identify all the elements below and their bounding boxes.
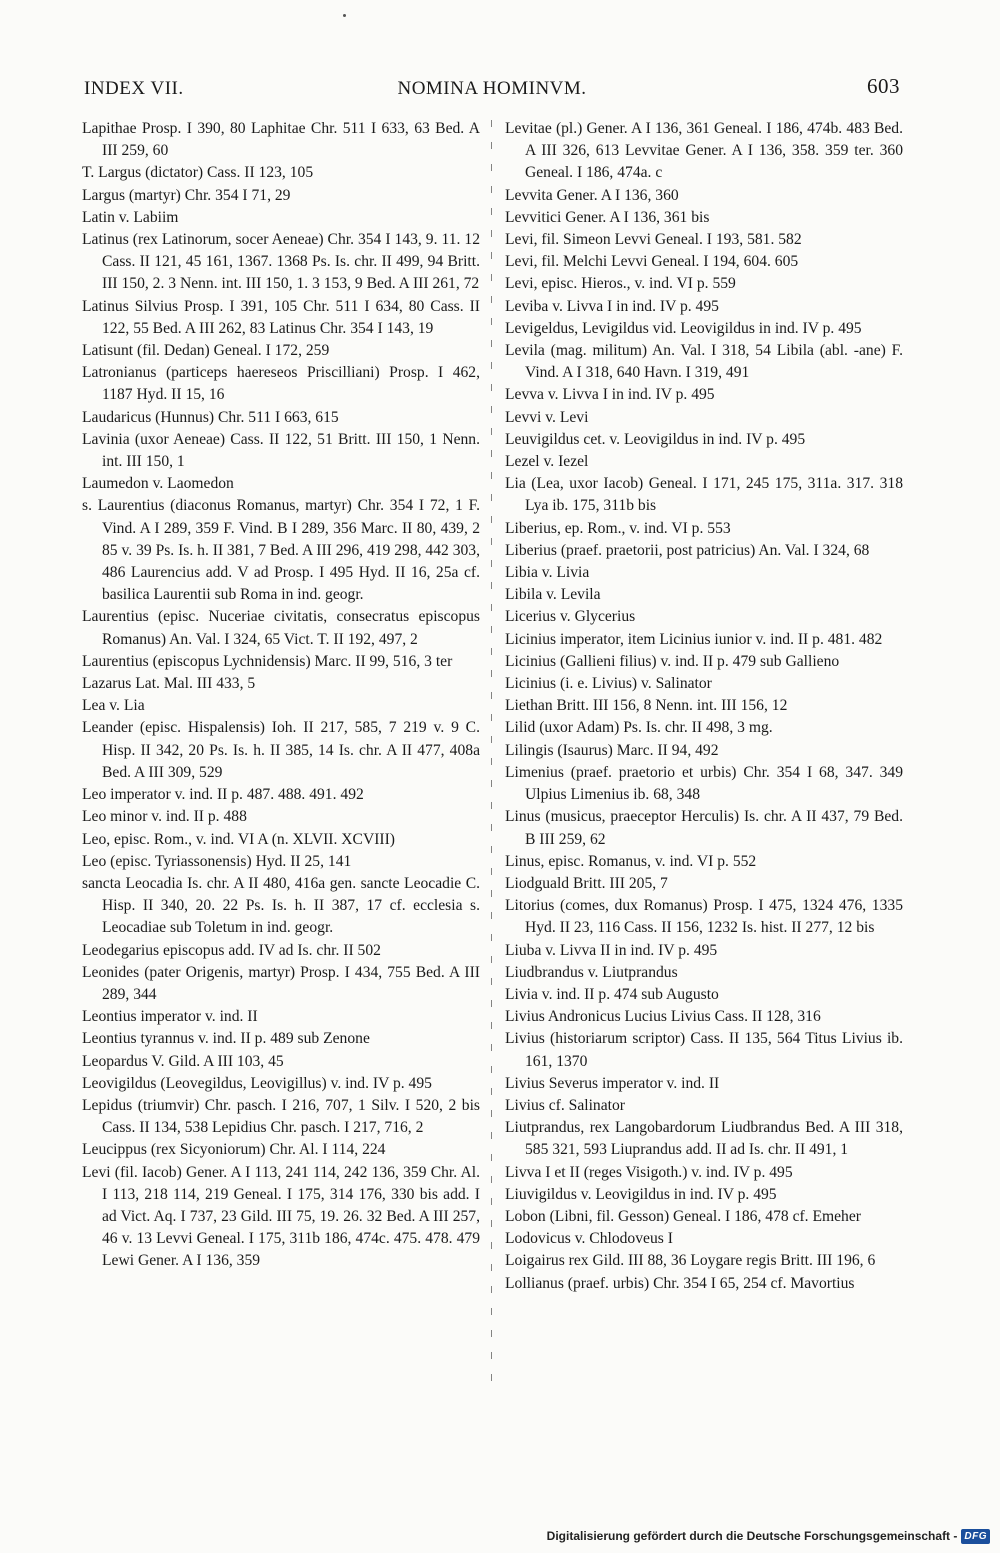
index-entry: Leopardus V. Gild. A III 103, 45 [82, 1052, 284, 1070]
column-divider [491, 120, 492, 1382]
index-entry: Levitae (pl.) Gener. A I 136, 361 Geneal. I 186, 474b. 483 Bed. A III 326, 613 Levvitae Gener. A I 136, 358. 359 ter. 360 Geneal. I 186, 474a. c [505, 120, 903, 182]
index-entry: Leontius imperator v. ind. II [82, 1008, 258, 1026]
index-entry: Leander (episc. Hispalensis) Ioh. II 217, 585, 7 219 v. 9 C. Hisp. II 342, 20 Ps. Is. h. II 385, 14 Is. chr. A II 477, 408a Bed. A III 309, 529 [82, 719, 480, 781]
index-entry: Liberius, ep. Rom., v. ind. VI p. 553 [505, 519, 731, 537]
index-entry: Laurentius (episcopus Lychnidensis) Marc. II 99, 516, 3 ter [82, 652, 453, 670]
index-entry: Levi, episc. Hieros., v. ind. VI p. 559 [505, 275, 736, 293]
index-entry: Levigeldus, Levigildus vid. Leovigildus in ind. IV p. 495 [505, 319, 862, 337]
index-entry: Leo (episc. Tyriassonensis) Hyd. II 25, 141 [82, 852, 352, 870]
index-entry: Leodegarius episcopus add. IV ad Is. chr. II 502 [82, 941, 381, 959]
index-entry: Livius (historiarum scriptor) Cass. II 135, 564 Titus Livius ib. 161, 1370 [505, 1030, 903, 1070]
index-entry: Liuba v. Livva II in ind. IV p. 495 [505, 941, 718, 959]
index-column-left [82, 118, 480, 1273]
page-header [84, 74, 900, 104]
index-entry: Latinus (rex Latinorum, socer Aeneae) Chr. 354 I 143, 9. 11. 12 Cass. II 121, 45 161, 1367. 1368 Ps. Is. chr. II 499, 94 Britt. III 150, 2. 3 Nenn. int. III 150, 1. 3 153, 9 Bed. A III 261, 72 [82, 231, 480, 293]
index-entry: Levi, fil. Simeon Levvi Geneal. I 193, 581. 582 [505, 231, 802, 249]
index-entry: Levila (mag. militum) An. Val. I 318, 54 Libila (abl. -ane) F. Vind. A I 318, 640 Havn. I 319, 491 [505, 342, 903, 382]
index-entry: Lobon (Libni, fil. Gesson) Geneal. I 186, 478 cf. Emeher [505, 1207, 861, 1225]
funding-footer [547, 1525, 990, 1547]
index-entry: Libia v. Livia [505, 564, 590, 582]
index-entry: Laumedon v. Laomedon [82, 475, 234, 493]
index-entry: Lazarus Lat. Mal. III 433, 5 [82, 675, 256, 693]
index-entry: Livius Andronicus Lucius Livius Cass. II 128, 316 [505, 1008, 821, 1026]
index-entry: Linus (musicus, praeceptor Herculis) Is. chr. A II 437, 79 Bed. B III 259, 62 [505, 808, 903, 848]
index-entry: sancta Leocadia Is. chr. A II 480, 416a gen. sancte Leocadie C. Hisp. II 340, 20. 22 Ps. Is. h. II 387, 17 cf. ecclesia s. Leocadiae sub Toletum in ind. geogr. [82, 874, 480, 937]
index-entry: Licinius imperator, item Licinius iunior v. ind. II p. 481. 482 [505, 630, 883, 648]
index-entry: Latronianus (particeps haereseos Priscilliani) Prosp. I 462, 1187 Hyd. II 15, 16 [82, 364, 480, 404]
index-entry: Leviba v. Livva I in ind. IV p. 495 [505, 297, 719, 315]
index-entry: Lepidus (triumvir) Chr. pasch. I 216, 707, 1 Silv. I 520, 2 bis Cass. II 134, 538 Lepidius Chr. pasch. I 217, 716, 2 [82, 1096, 480, 1137]
index-entry: T. Largus (dictator) Cass. II 123, 105 [82, 164, 314, 182]
index-entry: Levi, fil. Melchi Levvi Geneal. I 194, 604. 605 [505, 253, 799, 271]
index-entry: Levi (fil. Iacob) Gener. A I 113, 241 114, 242 136, 359 Chr. Al. I 113, 218 114, 219 Geneal. I 175, 314 176, 330 bis add. I ad Vict. Aq. I 737, 23 Gild. III 75, 19. 26. 32 Bed. A III 257, 46 v. 13 Levvi Geneal. I 175, 311b 186, 474c. 475. 478. 479 Lewi Gener. A I 136, 359 [82, 1163, 480, 1270]
index-entry: Lea v. Lia [82, 697, 145, 715]
index-entry: Liodguald Britt. III 205, 7 [505, 874, 668, 892]
index-entry: Leonides (pater Origenis, martyr) Prosp. I 434, 755 Bed. A III 289, 344 [82, 963, 480, 1003]
index-entry: Lilid (uxor Adam) Ps. Is. chr. II 498, 3 mg. [505, 719, 773, 737]
page-number: 603 [867, 74, 900, 98]
index-entry: Libila v. Levila [505, 586, 601, 604]
index-entry: Liutprandus, rex Langobardorum Liudbrandus Bed. A III 318, 585 321, 593 Liuprandus add. II ad Is. chr. II 491, 1 [505, 1119, 903, 1159]
index-entry: Licinius (Gallieni filius) v. ind. II p. 479 sub Gallieno [505, 652, 840, 670]
index-entry: Livva I et II (reges Visigoth.) v. ind. IV p. 495 [505, 1163, 793, 1181]
funding-note: Digitalisierung gefördert durch die Deutsche Forschungsgemeinschaft - [546, 1529, 958, 1543]
index-entry: Livia v. ind. II p. 474 sub Augusto [505, 985, 719, 1003]
index-entry: Laudaricus (Hunnus) Chr. 511 I 663, 615 [82, 408, 339, 426]
index-entry: Lapithae Prosp. I 390, 80 Laphitae Chr. 511 I 633, 63 Bed. A III 259, 60 [82, 120, 480, 160]
index-entry: Lollianus (praef. urbis) Chr. 354 I 65, 254 cf. Mavortius [505, 1274, 855, 1292]
index-entry: Licinius (i. e. Livius) v. Salinator [505, 675, 712, 693]
index-column-right [505, 118, 903, 1295]
index-entry: Linus, episc. Romanus, v. ind. VI p. 552 [505, 852, 757, 870]
index-entry: Lodovicus v. Chlodoveus I [505, 1230, 673, 1248]
index-entry: s. Laurentius (diaconus Romanus, martyr) Chr. 354 I 72, 1 F. Vind. A I 289, 359 F. Vind. B I 289, 356 Marc. II 80, 439, 2 85 v. 39 Ps. Is. h. II 381, 7 Bed. A III 296, 419 298, 442 303, 486 Laurencius add. V ad Prosp. I 495 Hyd. II 16, 25a cf. basilica Laurentii sub Roma in ind. geogr. [82, 497, 480, 604]
index-entry: Lavinia (uxor Aeneae) Cass. II 122, 51 Britt. III 150, 1 Nenn. int. III 150, 1 [82, 430, 480, 471]
index-entry: Liudbrandus v. Liutprandus [505, 963, 678, 981]
index-entry: Leontius tyrannus v. ind. II p. 489 sub Zenone [82, 1030, 370, 1048]
index-entry: Latinus Silvius Prosp. I 391, 105 Chr. 511 I 634, 80 Cass. II 122, 55 Bed. A III 262, 83 Latinus Chr. 354 I 143, 19 [82, 297, 480, 337]
index-entry: Levvitici Gener. A I 136, 361 bis [505, 208, 710, 226]
index-entry: Loigairus rex Gild. III 88, 36 Loygare regis Britt. III 196, 6 [505, 1252, 876, 1270]
index-entry: Largus (martyr) Chr. 354 I 71, 29 [82, 186, 291, 204]
index-entry: Leo minor v. ind. II p. 488 [82, 808, 247, 826]
index-entry: Levvita Gener. A I 136, 360 [505, 186, 679, 204]
index-entry: Livius cf. Salinator [505, 1096, 625, 1114]
index-entry: Liethan Britt. III 156, 8 Nenn. int. III 156, 12 [505, 697, 788, 715]
running-head-left: INDEX VII. [84, 78, 184, 99]
dfg-logo: DFG [961, 1529, 990, 1544]
index-entry: Liuvigildus v. Leovigildus in ind. IV p. 495 [505, 1185, 777, 1203]
index-entry: Leovigildus (Leovegildus, Leovigillus) v. ind. IV p. 495 [82, 1074, 432, 1092]
index-entry: Leucippus (rex Sicyoniorum) Chr. Al. I 114, 224 [82, 1141, 386, 1159]
index-entry: Leuvigildus cet. v. Leovigildus in ind. IV p. 495 [505, 430, 806, 448]
index-entry: Licerius v. Glycerius [505, 608, 636, 626]
index-entry: Lezel v. Iezel [505, 453, 589, 471]
index-entry: Liberius (praef. praetorii, post patricius) An. Val. I 324, 68 [505, 541, 870, 559]
index-entry: Leo imperator v. ind. II p. 487. 488. 491. 492 [82, 786, 364, 804]
index-entry: Livius Severus imperator v. ind. II [505, 1074, 720, 1092]
index-entry: Levva v. Livva I in ind. IV p. 495 [505, 386, 715, 404]
index-entry: Lilingis (Isaurus) Marc. II 94, 492 [505, 741, 719, 759]
index-entry: Leo, episc. Rom., v. ind. VI A (n. XLVII. XCVIII) [82, 830, 395, 848]
index-entry: Latisunt (fil. Dedan) Geneal. I 172, 259 [82, 342, 330, 360]
index-entry: Limenius (praef. praetorio et urbis) Chr. 354 I 68, 347. 349 Ulpius Limenius ib. 68, 348 [505, 763, 903, 804]
scan-speck [343, 14, 346, 17]
index-entry: Lia (Lea, uxor Iacob) Geneal. I 171, 245 175, 311a. 317. 318 Lya ib. 175, 311b bis [505, 475, 903, 515]
index-entry: Latin v. Labiim [82, 208, 179, 226]
index-entry: Litorius (comes, dux Romanus) Prosp. I 475, 1324 476, 1335 Hyd. II 23, 116 Cass. II 156, 1232 Is. hist. II 277, 12 bis [505, 897, 903, 937]
running-head-title: NOMINA HOMINVM. [397, 78, 587, 99]
index-entry: Laurentius (episc. Nuceriae civitatis, consecratus episcopus Romanus) An. Val. I 324, 65 Vict. T. II 192, 497, 2 [82, 608, 480, 648]
index-entry: Levvi v. Levi [505, 408, 589, 426]
